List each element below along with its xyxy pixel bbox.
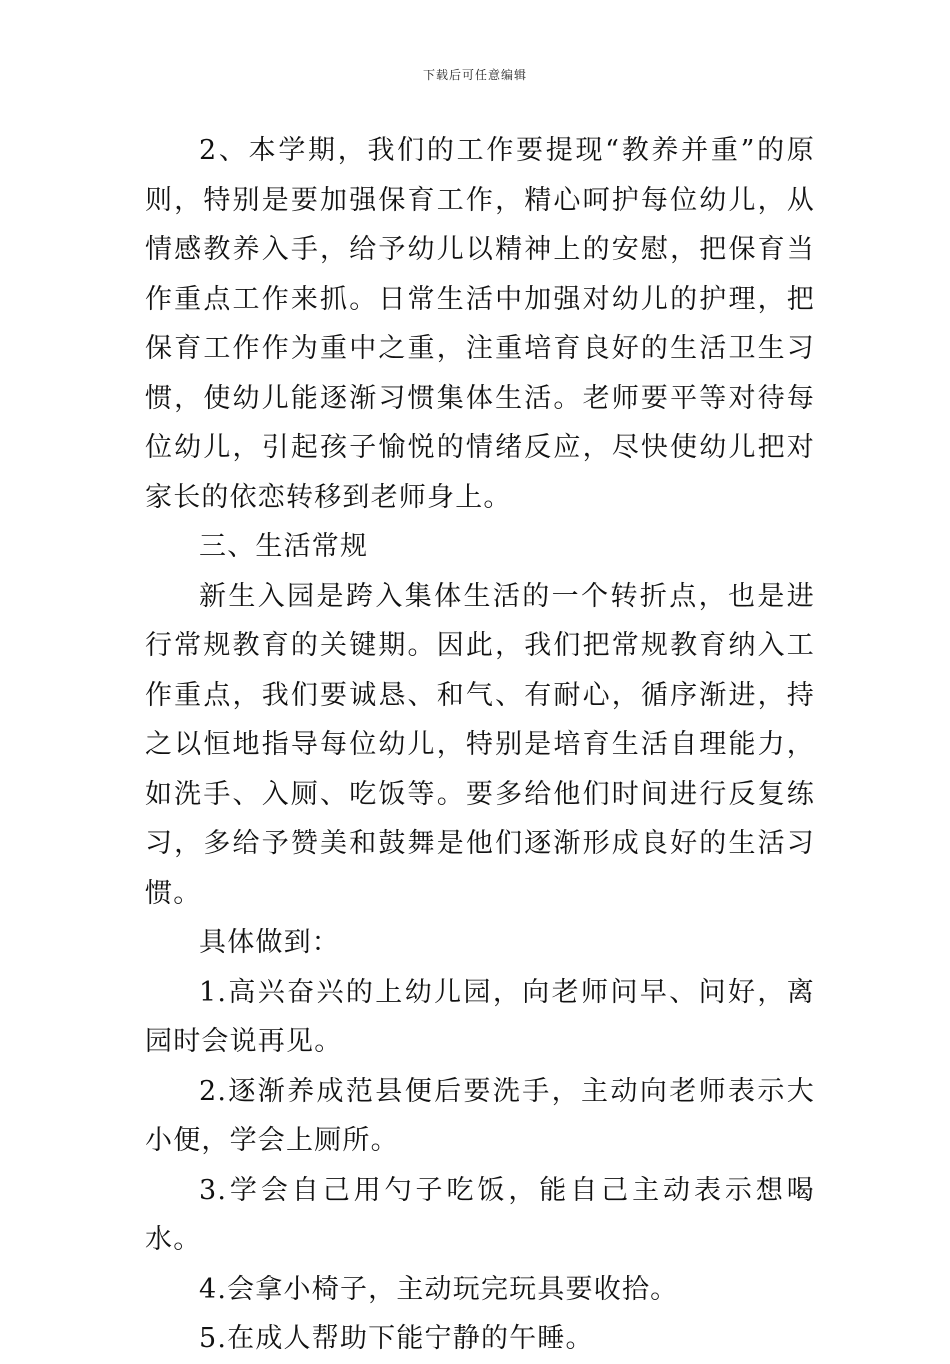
paragraph-routine-education: 新生入园是跨入集体生活的一个转折点，也是进行常规教育的关键期。因此，我们把常规教育纳入工作重点，我们要诚恳、和气、有耐心，循序渐进，持之以恒地指导每位幼儿，特别是培育生活自理能力，如洗手、入厕、吃饭等。要多给他们时间进行反复练习，多给予赞美和鼓舞是他们逐渐形成良好的生活习惯。 <box>145 580 815 909</box>
list-item-3: 3.学会自己用勺子吃饭，能自己主动表示想喝水。 <box>145 1174 815 1255</box>
document-body <box>145 126 815 1364</box>
list-intro: 具体做到： <box>199 927 340 958</box>
page-header-note: 下载后可任意编辑 <box>422 68 527 82</box>
list-item-4: 4.会拿小椅子，主动玩完玩具要收拾。 <box>199 1273 679 1305</box>
list-item-5: 5.在成人帮助下能宁静的午睡。 <box>199 1323 594 1354</box>
list-item-1: 1.高兴奋兴的上幼儿园，向老师问早、问好，离园时会说再见。 <box>145 976 815 1057</box>
paragraph-principle: 2、本学期，我们的工作要提现“教养并重”的原则，特别是要加强保育工作，精心呵护每位幼儿，从情感教养入手，给予幼儿以精神上的安慰，把保育当作重点工作来抓。日常生活中加强对幼儿的护理，把保育工作作为重中之重，注重培育良好的生活卫生习惯，使幼儿能逐渐习惯集体生活。老师要平等对待每位幼儿，引起孩子愉悦的情绪反应，尽快使幼儿把对家长的依恋转移到老师身上。 <box>145 135 815 513</box>
list-item-2: 2.逐渐养成范县便后要洗手，主动向老师表示大小便，学会上厕所。 <box>145 1075 815 1156</box>
section-heading-life-routine: 三、生活常规 <box>199 531 369 562</box>
